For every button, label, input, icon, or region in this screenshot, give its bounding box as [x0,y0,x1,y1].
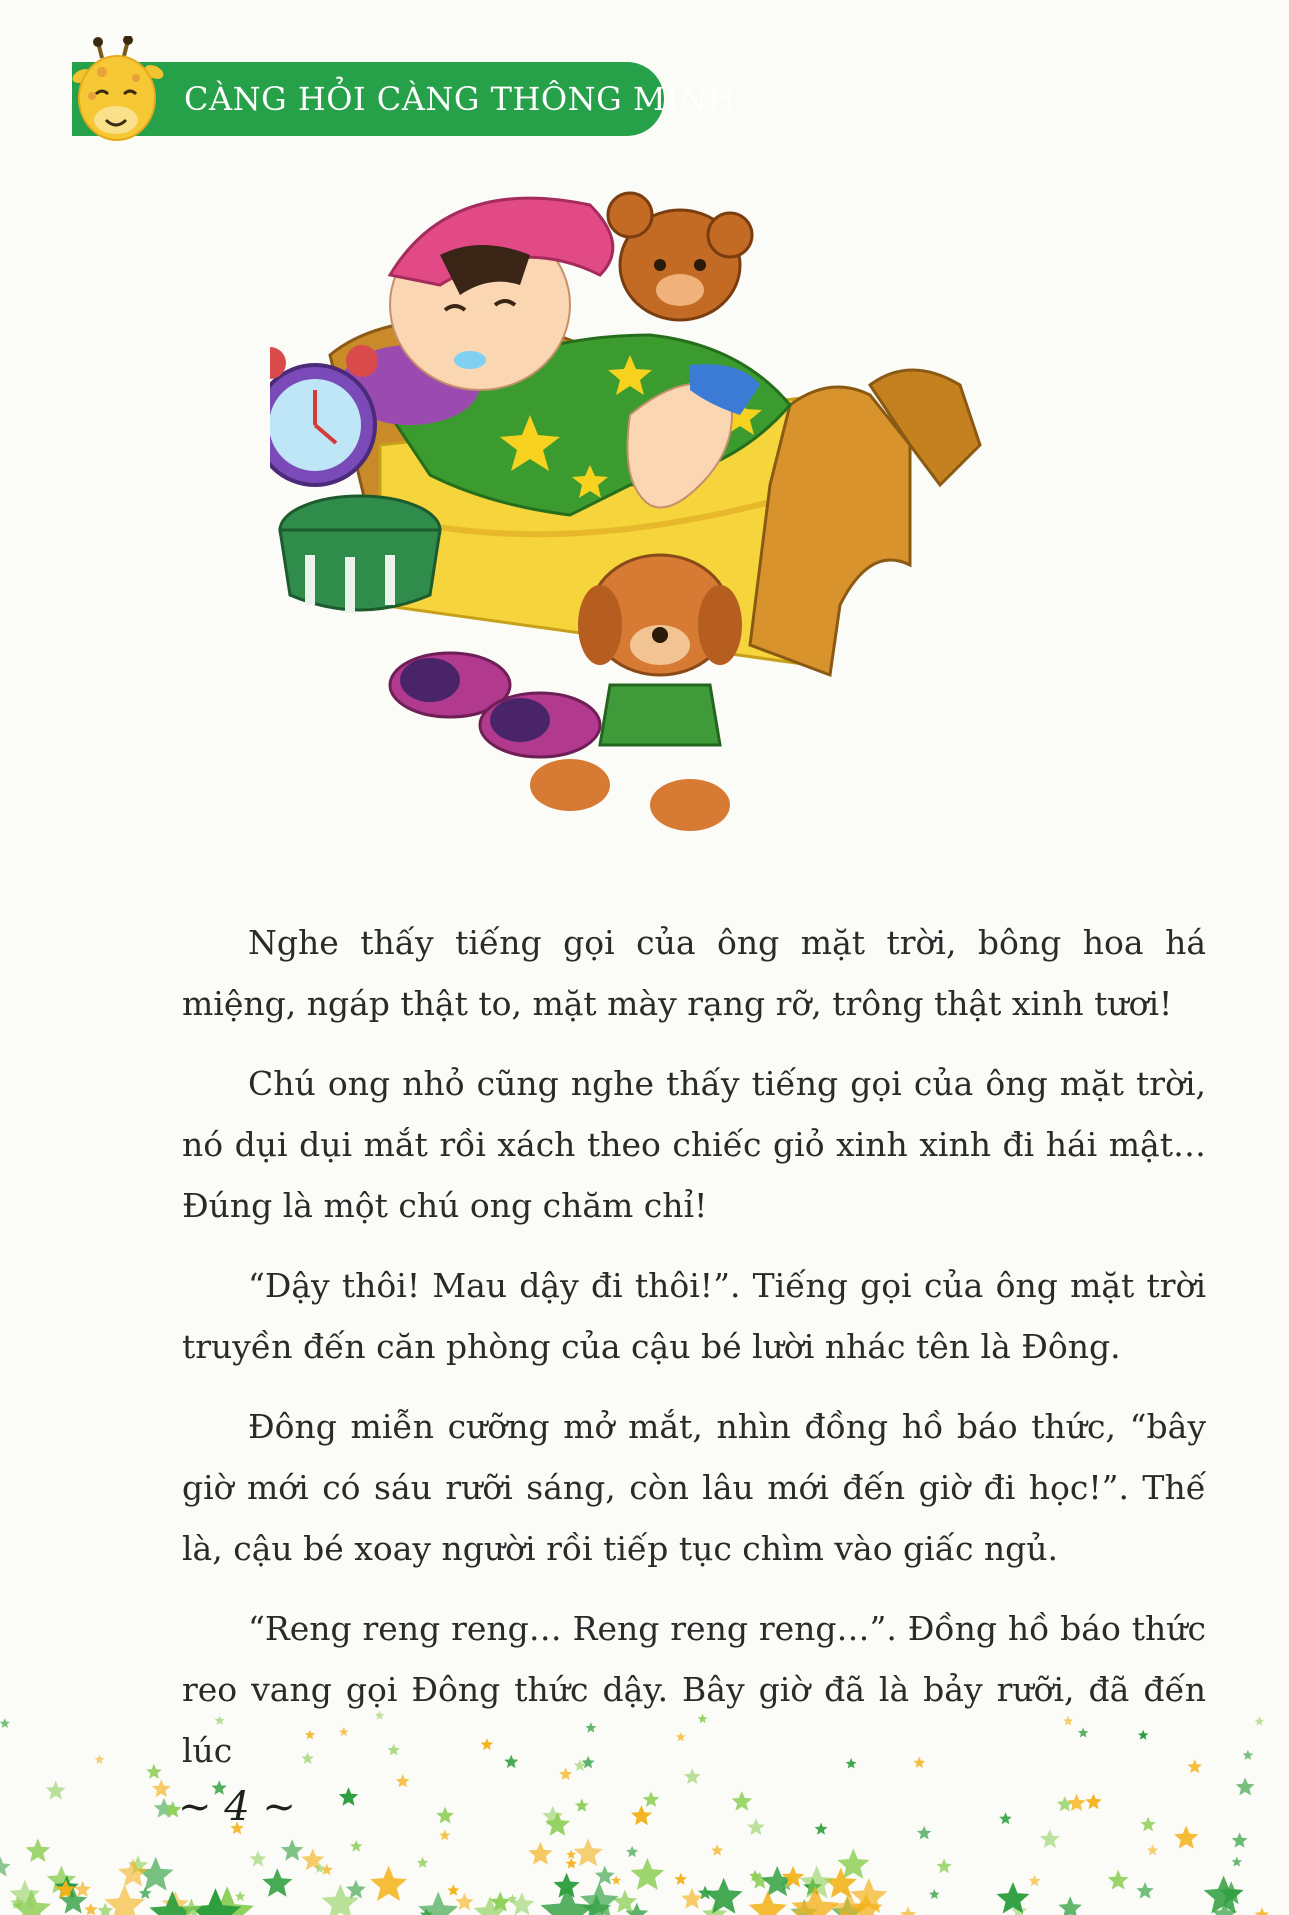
story-paragraph: Nghe thấy tiếng gọi của ông mặt trời, bông hoa há miệng, ngáp thật to, mặt mày rạng rỡ, trông thật xinh tươi! [182,923,1206,1023]
story-paragraph: “Reng reng reng… Reng reng reng…”. Đồng hồ báo thức reo vang gọi Đông thức dậy. Bây giờ đã là bảy rưỡi, đã đến lúc [182,1609,1206,1770]
page-number: ~ 4 ~ [178,1784,296,1830]
story-paragraph: “Dậy thôi! Mau dậy đi thôi!”. Tiếng gọi của ông mặt trời truyền đến căn phòng của cậu bé lười nhác tên là Đông. [182,1266,1206,1366]
series-title: CÀNG HỎI CÀNG THÔNG MINH [184,80,737,118]
story-text [182,912,1206,1800]
sleeping-child-in-bed-icon [270,185,1120,875]
story-paragraph: Đông miễn cưỡng mở mắt, nhìn đồng hồ báo thức, “bây giờ mới có sáu rưỡi sáng, còn lâu mới đến giờ đi học!”. Thế là, cậu bé xoay người rồi tiếp tục chìm vào giấc ngủ. [182,1407,1206,1568]
giraffe-icon [72,36,172,146]
story-paragraph: Chú ong nhỏ cũng nghe thấy tiếng gọi của ông mặt trời, nó dụi dụi mắt rồi xách theo chiếc giỏ xinh xinh đi hái mật… Đúng là một chú ong chăm chỉ! [182,1064,1206,1225]
